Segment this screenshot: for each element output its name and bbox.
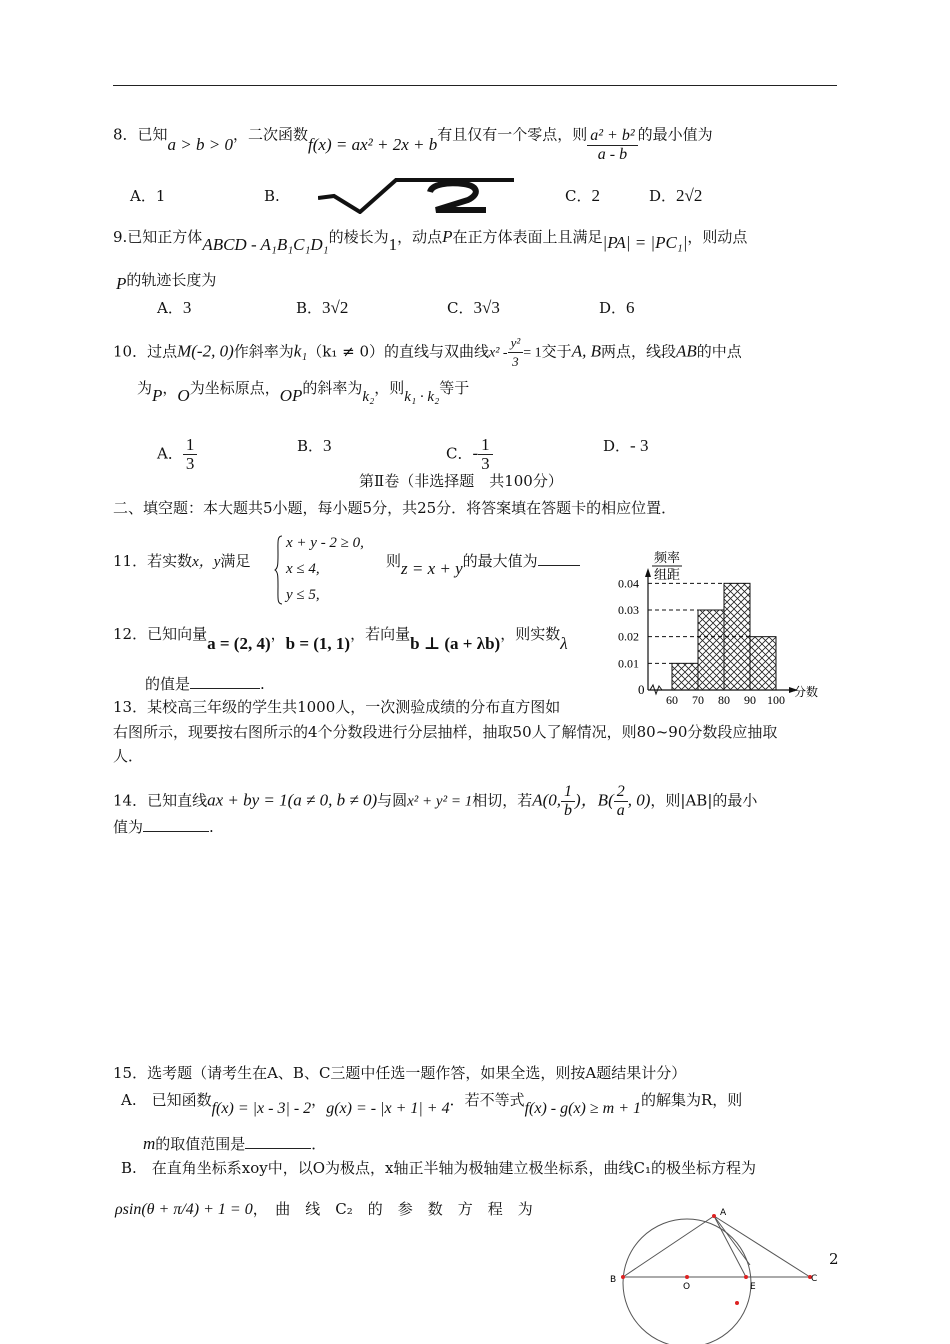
q11-then: 则 bbox=[386, 552, 402, 570]
header-rule bbox=[113, 85, 837, 86]
q12-answer-blank[interactable] bbox=[190, 674, 260, 689]
point-o bbox=[685, 1275, 689, 1279]
q12-line2-text: 的值是 bbox=[145, 675, 191, 693]
circle-geometry-figure bbox=[600, 1205, 830, 1344]
q10-option-d bbox=[603, 436, 648, 456]
q10-option-c-frac bbox=[478, 436, 493, 473]
q12-line2: 的值是 . bbox=[145, 675, 265, 693]
section2-title: 第Ⅱ卷（非选择题 共100分） bbox=[359, 472, 563, 490]
point-b bbox=[621, 1275, 625, 1279]
q15-a-line2 bbox=[143, 1134, 326, 1154]
q14-line2: 值为 . bbox=[113, 818, 214, 836]
q14-line1 bbox=[113, 783, 757, 820]
q8-option-b: B. bbox=[264, 187, 280, 205]
q8-option-a: A．1 bbox=[130, 187, 166, 205]
q10-prefix: 10．过点 bbox=[113, 342, 178, 361]
q10-option-b-label: B． bbox=[297, 437, 324, 455]
q10-point-m: M(-2, 0) bbox=[177, 341, 234, 361]
q8-frac-num: a² + b² bbox=[587, 127, 637, 146]
x-tick-90: 90 bbox=[744, 693, 756, 706]
q15-a-answer-blank[interactable] bbox=[245, 1134, 311, 1149]
q11-vars: x，y bbox=[192, 554, 221, 570]
q9-option-a-label: A． bbox=[157, 299, 183, 317]
q12-tail: ，则实数 bbox=[500, 625, 561, 643]
q9-line2 bbox=[116, 270, 217, 293]
q14-b-pre: ，B( bbox=[580, 790, 614, 810]
q14-tail: ，则|AB|的最小 bbox=[650, 791, 758, 810]
q8-option-c bbox=[565, 186, 600, 206]
line-ab bbox=[623, 1216, 714, 1277]
q14-b-num: 2 bbox=[614, 783, 628, 802]
q14-mid: 与圆 bbox=[377, 791, 408, 810]
point-e bbox=[744, 1275, 748, 1279]
histogram-bar-90-100 bbox=[750, 637, 776, 690]
q14-b-den: a bbox=[616, 802, 625, 819]
q15-b-polar-eq: ρsin(θ + π/4) + 1 = 0 bbox=[115, 1201, 253, 1218]
q11-line bbox=[113, 551, 250, 572]
q9-mid3: 在正方体表面上且满足 bbox=[452, 228, 603, 246]
q10-op: OP bbox=[279, 386, 303, 405]
q11-brace bbox=[274, 534, 284, 606]
y-tick-0.01: 0.01 bbox=[618, 656, 639, 671]
q9-line2-p: P bbox=[116, 274, 127, 293]
q8-option-d-label: D． bbox=[649, 187, 677, 205]
q10-line1 bbox=[113, 334, 742, 371]
q8-tail: 有且仅有一个零点，则 bbox=[437, 125, 588, 144]
x-tick-70: 70 bbox=[692, 693, 704, 706]
q11-constraint-2: x ≤ 4, bbox=[286, 561, 320, 577]
q10-option-a bbox=[157, 436, 197, 473]
q10-option-a-label: A． bbox=[157, 444, 183, 463]
q10-hyperbola-frac bbox=[508, 334, 524, 371]
histogram-bars bbox=[672, 583, 776, 690]
q14-a-pre: A(0, bbox=[532, 790, 562, 810]
q9-option-b-value: 3√2 bbox=[322, 298, 349, 317]
q14-mid2: 相切，若 bbox=[472, 791, 533, 810]
q15-a-tail: 的解集为R，则 bbox=[641, 1091, 743, 1109]
q11-objective: z = x + y bbox=[401, 559, 463, 578]
q8-function: f(x) = ax² + 2x + b bbox=[308, 134, 438, 154]
q10-option-b bbox=[297, 436, 332, 456]
q14-answer-blank[interactable] bbox=[143, 817, 209, 832]
q10-l2-e: ，则 bbox=[374, 379, 405, 397]
q8-option-d bbox=[649, 186, 702, 206]
q10-option-d-value: - 3 bbox=[630, 436, 649, 455]
q15-a-g: g(x) = - |x + 1| + 4 bbox=[326, 1100, 450, 1117]
q10-option-a-num: 1 bbox=[183, 436, 198, 455]
q9-prefix: 9.已知正方体 bbox=[113, 228, 203, 246]
page-number: 2 bbox=[829, 1250, 839, 1268]
q10-l2-c: 为坐标原点， bbox=[189, 379, 280, 397]
q15-a-line2-text: 的取值范围是 bbox=[155, 1135, 246, 1153]
label-e: E bbox=[750, 1282, 756, 1292]
q10-k1: k₁ bbox=[293, 341, 308, 361]
q9-option-b bbox=[296, 298, 348, 318]
q10-option-c-den: 3 bbox=[481, 454, 490, 473]
q11-answer-blank[interactable] bbox=[538, 551, 580, 566]
q10-option-b-value: 3 bbox=[323, 436, 332, 455]
q10-option-c-sign: - bbox=[472, 443, 479, 463]
q10-ab2: AB bbox=[675, 341, 697, 361]
q11-constraint-1: x + y - 2 ≥ 0, bbox=[286, 535, 364, 551]
point-d bbox=[735, 1301, 739, 1305]
q10-mid2: 的直线与双曲线 bbox=[384, 342, 490, 361]
q8-option-c-value: 2 bbox=[591, 186, 600, 205]
q8-fraction bbox=[587, 127, 637, 164]
q10-tail3: 的中点 bbox=[696, 342, 742, 361]
q9-option-d-label: D． bbox=[599, 299, 627, 317]
label-c: C bbox=[811, 1274, 818, 1284]
q8-option-c-label: C． bbox=[565, 187, 592, 205]
q10-line2 bbox=[137, 378, 470, 405]
q14-line2-text: 值为 bbox=[113, 818, 144, 836]
q10-tail2: 两点，线段 bbox=[600, 342, 676, 361]
q8-line1 bbox=[113, 117, 713, 163]
q9-option-d-value: 6 bbox=[626, 298, 635, 317]
q13-line2: 右图所示，现要按右图所示的4个分数段进行分层抽样，抽取50人了解情况，则80~90分数段应抽取 bbox=[113, 723, 778, 741]
q15-b-line2-tail: ， 曲 线 C₂ 的 参 数 方 程 为 bbox=[252, 1200, 533, 1218]
q9-edge-length: 1 bbox=[388, 235, 398, 254]
q10-o: O bbox=[177, 386, 190, 405]
line-ae bbox=[714, 1216, 746, 1277]
q11-mid: 满足 bbox=[220, 552, 251, 570]
q8-condition: a > b > 0 bbox=[167, 134, 233, 154]
q10-l2-f: 等于 bbox=[439, 379, 470, 397]
q15-a-mid: ．若不等式 bbox=[449, 1091, 525, 1109]
q10-option-a-den: 3 bbox=[185, 454, 195, 473]
q10-l2-b: ， bbox=[162, 379, 178, 397]
y-label-top: 频率 bbox=[654, 551, 681, 566]
q11-prefix: 11．若实数 bbox=[113, 552, 193, 570]
q9-option-c-label: C． bbox=[447, 299, 474, 317]
q14-line-cond: (a ≠ 0, b ≠ 0) bbox=[287, 790, 378, 810]
q15-b-line2 bbox=[115, 1199, 533, 1220]
q10-hyperbola-a: x² - bbox=[489, 345, 508, 361]
q10-k1-condition: （k₁ ≠ 0） bbox=[307, 342, 384, 361]
q10-hyperbola-den: 3 bbox=[512, 354, 519, 369]
q12-prefix: 12．已知向量 bbox=[113, 625, 208, 643]
y-tick-0.02: 0.02 bbox=[618, 629, 639, 644]
x-tick-60: 60 bbox=[666, 693, 678, 706]
q11-tail: 的最大值为 bbox=[462, 552, 538, 570]
q14-a-post: ) bbox=[575, 790, 581, 810]
label-a: A bbox=[720, 1208, 727, 1218]
q9-option-a bbox=[157, 298, 191, 318]
histogram-bar-60-70 bbox=[672, 663, 698, 690]
q9-mid2: ，动点 bbox=[397, 228, 443, 246]
q10-tail: 交于 bbox=[541, 342, 572, 361]
q8-end: 的最小值为 bbox=[637, 125, 713, 144]
q10-hyperbola-num: y² bbox=[508, 334, 524, 353]
q15-a-sep: ， bbox=[311, 1091, 327, 1109]
q15-a-inequality: f(x) - g(x) ≥ m + 1 bbox=[524, 1100, 641, 1117]
q10-mid: 作斜率为 bbox=[233, 342, 294, 361]
q14-circle: x² + y² = 1 bbox=[407, 793, 473, 810]
point-a bbox=[712, 1214, 716, 1218]
q10-l2-a: 为 bbox=[137, 379, 153, 397]
q9-mid: 的棱长为 bbox=[328, 228, 389, 246]
q14-a-num: 1 bbox=[561, 783, 575, 802]
q10-k1k2: k₁ · k₂ bbox=[404, 389, 440, 405]
y-tick-labels bbox=[618, 576, 639, 670]
q12-vector-b: b = (1, 1) bbox=[285, 634, 351, 653]
label-o: O bbox=[683, 1282, 691, 1292]
q9-cube: ABCD - A₁B₁C₁D₁ bbox=[202, 235, 329, 254]
q9-option-d bbox=[599, 298, 635, 318]
q14-line-eq: ax + by = 1 bbox=[207, 790, 288, 810]
q10-ab: A, B bbox=[571, 341, 601, 361]
q11-constraint-3: y ≤ 5, bbox=[286, 587, 320, 603]
y-label-bottom: 组距 bbox=[654, 568, 681, 583]
x-tick-100: 100 bbox=[767, 693, 785, 706]
fill-in-heading: 二、填空题：本大题共5小题，每小题5分，共25分．将答案填在答题卡的相应位置． bbox=[113, 499, 677, 517]
q15-a-prefix: A. 已知函数 bbox=[121, 1091, 212, 1109]
q15-b-line1: B. 在直角坐标系xoy中，以O为极点，x轴正半轴为极轴建立极坐标系，曲线C₁的极坐标方程为 bbox=[121, 1159, 757, 1177]
y-tick-0.03: 0.03 bbox=[618, 603, 639, 617]
q10-option-a-frac bbox=[183, 436, 198, 473]
q9-option-c-value: 3√3 bbox=[473, 298, 500, 317]
q14-a-frac bbox=[561, 783, 575, 820]
histogram-bar-70-80 bbox=[698, 610, 724, 690]
q10-l2-d: 的斜率为 bbox=[302, 379, 363, 397]
q8-prefix: 8．已知 bbox=[113, 125, 168, 144]
q9-option-c bbox=[447, 298, 500, 318]
q14-b-post: , 0) bbox=[627, 790, 651, 810]
q14-a-den: b bbox=[564, 802, 573, 819]
q11-tail-line bbox=[386, 551, 580, 578]
q12-vector-a: a = (2, 4) bbox=[207, 634, 271, 653]
label-b: B bbox=[610, 1275, 617, 1285]
q8-option-d-value: 2√2 bbox=[676, 186, 703, 205]
frequency-histogram bbox=[608, 546, 828, 706]
q15-a-end: ． bbox=[311, 1135, 327, 1153]
y-tick-0.04: 0.04 bbox=[618, 576, 639, 591]
q10-option-c-num: 1 bbox=[478, 436, 493, 455]
q12-line1 bbox=[113, 624, 568, 653]
q15-a-f: f(x) = |x - 3| - 2 bbox=[211, 1100, 312, 1117]
q9-line1 bbox=[113, 227, 748, 254]
origin-label: 0 bbox=[638, 682, 645, 697]
q13-line1: 13．某校高三年级的学生共1000人，一次测验成绩的分布直方图如 bbox=[113, 698, 561, 716]
q12-mid: ，若向量 bbox=[350, 625, 411, 643]
x-tick-80: 80 bbox=[718, 693, 730, 706]
q14-b-frac bbox=[614, 783, 628, 820]
q12-sep: ， bbox=[270, 625, 286, 643]
x-tick-labels bbox=[666, 693, 785, 706]
q9-option-a-value: 3 bbox=[182, 298, 192, 317]
q14-prefix: 14．已知直线 bbox=[113, 791, 208, 810]
q9-line2-text: 的轨迹长度为 bbox=[126, 271, 217, 289]
q15-a-line1 bbox=[121, 1090, 743, 1117]
q8-frac-den: a - b bbox=[597, 146, 628, 163]
q8-option-b-sqrt2-image bbox=[318, 178, 514, 214]
q13-line3: 人． bbox=[113, 747, 144, 765]
q9-tail: ，则动点 bbox=[687, 228, 748, 246]
q15-a-m: m bbox=[143, 1134, 156, 1153]
q8-mid: ，二次函数 bbox=[233, 125, 309, 144]
y-axis-arrow bbox=[645, 568, 651, 577]
q10-k2: k₂ bbox=[362, 389, 375, 405]
q15-title: 15．选考题（请考生在A、B、C三题中任选一题作答，如果全选，则按A题结果计分） bbox=[113, 1064, 687, 1082]
q12-lambda: λ bbox=[560, 634, 568, 653]
q10-option-c bbox=[446, 436, 493, 473]
q9-option-b-label: B． bbox=[296, 299, 323, 317]
line-ac bbox=[714, 1216, 810, 1277]
q9-point-p: P bbox=[442, 227, 453, 246]
line-tangent bbox=[714, 1216, 750, 1265]
q9-condition: |PA| = |PC₁| bbox=[602, 233, 688, 252]
q10-option-d-label: D． bbox=[603, 437, 631, 455]
q10-option-c-label: C． bbox=[446, 444, 473, 463]
q12-condition: b ⊥ (a + λb) bbox=[410, 634, 501, 653]
x-axis-label: 分数 bbox=[794, 685, 819, 699]
q10-p: P bbox=[152, 386, 163, 405]
q10-hyperbola-b: = 1 bbox=[523, 345, 542, 361]
